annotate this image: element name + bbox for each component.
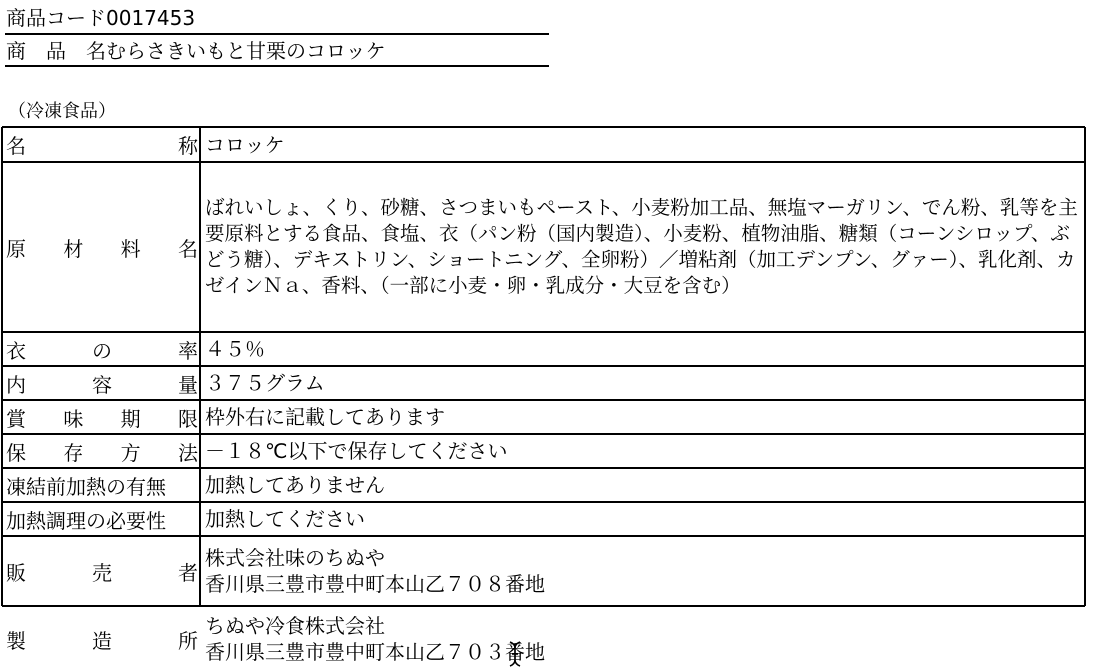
row-label xyxy=(6,367,198,399)
row-value xyxy=(205,367,1080,399)
product-code-line: 商品コード0017453 xyxy=(6,6,196,30)
row-label xyxy=(6,503,198,535)
row-label-char: 内 xyxy=(6,372,26,397)
header-underline xyxy=(5,65,549,67)
row-label-char: 材 xyxy=(63,236,84,261)
row-label-char: 限 xyxy=(177,406,198,431)
row-value-line: 加熱してありません xyxy=(205,473,385,497)
row-value-line: ちぬや冷食株式会社 xyxy=(205,614,385,638)
row-value-text: ばれいしょ、くり、砂糖、さつまいもペースト、小麦粉加工品、無塩マーガリン、でん粉、乳等を主要原料とする食品、食塩、衣（パン粉（国内製造）、小麦粉、植物油脂、糖類（コーンシロップ、ぶどう糖）、デキストリン、ショートニング、全卵粉）／増粘剤（加工デンプン、グァー）、乳化剤、カゼインＮａ、香料、（一部に小麦・卵・乳成分・大豆を含む） xyxy=(205,196,1078,297)
row-label-char: 売 xyxy=(92,560,112,585)
row-label-char: 名 xyxy=(177,236,198,261)
row-label-char: 者 xyxy=(178,560,198,585)
row-value xyxy=(205,537,1080,605)
row-label-char: 容 xyxy=(92,372,112,397)
row-label xyxy=(6,401,198,433)
row-value-line: －１８℃以下で保存してください xyxy=(205,439,508,463)
row-value-line: ４５％ xyxy=(205,337,265,361)
row-label-char: 衣 xyxy=(6,338,26,363)
row-label-char: 称 xyxy=(178,134,198,158)
row-value xyxy=(205,503,1080,535)
food-category: （冷凍食品） xyxy=(8,101,116,122)
row-value xyxy=(205,607,1080,671)
row-label-char: 料 xyxy=(120,236,141,261)
row-value-line: ３７５グラム xyxy=(205,371,325,395)
row-label-char: 造 xyxy=(92,628,112,653)
row-label-char: 凍結前加熱の有無 xyxy=(6,474,166,499)
row-label-char: 量 xyxy=(178,372,198,397)
row-value xyxy=(205,469,1080,501)
row-value xyxy=(205,333,1080,365)
row-label xyxy=(6,537,198,605)
row-value-line: 香川県三豊市豊中町本山乙７０８番地 xyxy=(205,572,545,596)
row-label xyxy=(6,333,198,365)
row-label-char: 名 xyxy=(6,134,26,158)
row-value xyxy=(205,163,1080,331)
product-name-line: 商 品 名むらさきいもと甘栗のコロッケ xyxy=(6,39,386,63)
row-label xyxy=(6,607,198,671)
row-value-line: 株式会社味のちぬや xyxy=(205,546,385,570)
row-label-char: 保 xyxy=(6,440,26,465)
row-label xyxy=(6,469,198,501)
row-label xyxy=(6,163,198,331)
row-value xyxy=(205,128,1080,161)
row-label xyxy=(6,435,198,467)
row-value-line: 枠外右に記載してあります xyxy=(205,405,445,429)
row-label-char: 味 xyxy=(63,406,84,431)
row-value-line: コロッケ xyxy=(205,132,285,157)
row-label-char: 製 xyxy=(6,628,26,653)
row-label-char: 賞 xyxy=(6,406,26,431)
row-label xyxy=(6,128,198,161)
row-value xyxy=(205,401,1080,433)
row-label-char: 存 xyxy=(63,440,84,465)
row-value-line: 香川県三豊市豊中町本山乙７０３番地 xyxy=(205,640,545,664)
row-label-char: 原 xyxy=(6,236,26,261)
row-label-char: の xyxy=(92,338,112,363)
row-label-char: 期 xyxy=(120,406,141,431)
row-value xyxy=(205,435,1080,467)
text-cursor-icon xyxy=(508,640,522,668)
row-label-char: 方 xyxy=(120,440,141,465)
row-label-char: 販 xyxy=(6,560,26,585)
row-label-char: 法 xyxy=(177,440,198,465)
row-label-char: 所 xyxy=(178,628,198,653)
row-label-char: 率 xyxy=(178,338,198,363)
row-label-char: 加熱調理の必要性 xyxy=(6,508,166,533)
header-underline xyxy=(5,33,549,35)
row-value-line: 加熱してください xyxy=(205,507,365,531)
